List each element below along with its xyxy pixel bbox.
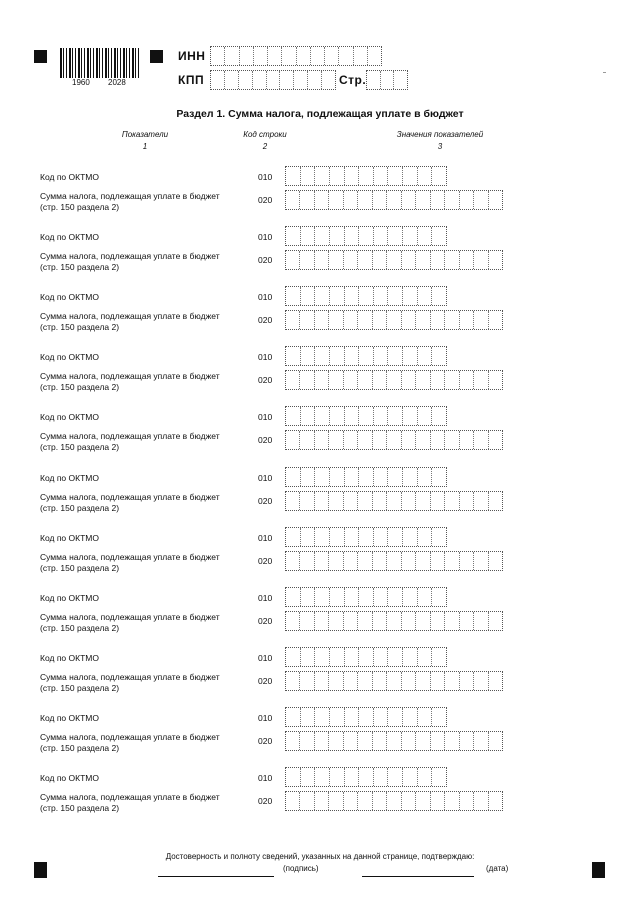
row-label-tax-sum-line1: Сумма налога, подлежащая уплате в бюджет: [40, 792, 220, 802]
oktmo-input[interactable]: [285, 166, 447, 186]
row-label-tax-sum-line1: Сумма налога, подлежащая уплате в бюджет: [40, 191, 220, 201]
oktmo-input[interactable]: [285, 226, 447, 246]
oktmo-input[interactable]: [285, 467, 447, 487]
row-label-tax-sum: [40, 492, 250, 514]
row-label-oktmo: Код по ОКТМО: [40, 292, 99, 302]
column-number-1: 1: [142, 142, 148, 151]
row-label-oktmo: Код по ОКТМО: [40, 473, 99, 483]
row-label-tax-sum: [40, 311, 250, 333]
row-label-tax-sum: [40, 672, 250, 694]
row-label-oktmo: Код по ОКТМО: [40, 232, 99, 242]
row-label-tax-sum-line2: (стр. 150 раздела 2): [40, 262, 120, 272]
row-label-tax-sum: [40, 612, 250, 634]
oktmo-input[interactable]: [285, 406, 447, 426]
row-label-tax-sum: [40, 371, 250, 393]
row-code-020: 020: [258, 616, 273, 626]
barcode-number-right: 2028: [108, 78, 126, 87]
page-number-field[interactable]: [366, 70, 408, 90]
row-code-020: 020: [258, 255, 273, 265]
row-label-tax-sum-line2: (стр. 150 раздела 2): [40, 803, 120, 813]
row-label-tax-sum-line1: Сумма налога, подлежащая уплате в бюджет: [40, 431, 220, 441]
section-title: Раздел 1. Сумма налога, подлежащая уплате в бюджет: [176, 108, 464, 120]
row-code-010: 010: [258, 773, 273, 783]
barcode: [60, 48, 140, 78]
corner-marker-bottom-left: [34, 862, 47, 878]
row-label-oktmo: Код по ОКТМО: [40, 352, 99, 362]
row-label-oktmo: Код по ОКТМО: [40, 653, 99, 663]
date-label: (дата): [486, 864, 509, 873]
row-code-020: 020: [258, 796, 273, 806]
barcode-number-left: 1960: [72, 78, 90, 87]
row-code-020: 020: [258, 676, 273, 686]
row-label-tax-sum-line2: (стр. 150 раздела 2): [40, 322, 120, 332]
row-code-010: 010: [258, 412, 273, 422]
oktmo-input[interactable]: [285, 767, 447, 787]
row-code-020: 020: [258, 195, 273, 205]
corner-marker-bottom-right: [592, 862, 605, 878]
row-label-oktmo: Код по ОКТМО: [40, 593, 99, 603]
row-code-020: 020: [258, 496, 273, 506]
row-label-oktmo: Код по ОКТМО: [40, 172, 99, 182]
row-code-010: 010: [258, 713, 273, 723]
tax-sum-input[interactable]: [285, 611, 503, 631]
row-label-oktmo: Код по ОКТМО: [40, 412, 99, 422]
row-label-tax-sum-line2: (стр. 150 раздела 2): [40, 623, 120, 633]
row-label-oktmo: Код по ОКТМО: [40, 533, 99, 543]
tax-sum-input[interactable]: [285, 551, 503, 571]
row-code-020: 020: [258, 375, 273, 385]
column-header-indicators: Показатели: [121, 130, 169, 139]
kpp-field[interactable]: [210, 70, 336, 90]
column-header-values: Значения показателей: [396, 130, 484, 139]
column-header-line-code: Код строки: [243, 130, 287, 139]
oktmo-input[interactable]: [285, 346, 447, 366]
row-code-010: 010: [258, 473, 273, 483]
row-code-010: 010: [258, 292, 273, 302]
row-label-tax-sum-line2: (стр. 150 раздела 2): [40, 202, 120, 212]
row-label-tax-sum: [40, 251, 250, 273]
row-label-tax-sum-line1: Сумма налога, подлежащая уплате в бюджет: [40, 371, 220, 381]
oktmo-input[interactable]: [285, 587, 447, 607]
oktmo-input[interactable]: [285, 527, 447, 547]
corner-marker-top-left: [34, 50, 47, 63]
tax-sum-input[interactable]: [285, 430, 503, 450]
corner-marker-top-middle: [150, 50, 163, 63]
kpp-label: КПП: [178, 73, 205, 87]
row-label-oktmo: Код по ОКТМО: [40, 773, 99, 783]
row-label-oktmo: Код по ОКТМО: [40, 713, 99, 723]
row-label-tax-sum: [40, 191, 250, 213]
row-label-tax-sum-line1: Сумма налога, подлежащая уплате в бюджет: [40, 251, 220, 261]
row-label-tax-sum-line1: Сумма налога, подлежащая уплате в бюджет: [40, 311, 220, 321]
signature-line[interactable]: [158, 876, 274, 877]
signature-label: (подпись): [283, 864, 319, 873]
row-label-tax-sum-line1: Сумма налога, подлежащая уплате в бюджет: [40, 492, 220, 502]
row-code-010: 010: [258, 533, 273, 543]
row-code-020: 020: [258, 736, 273, 746]
tax-sum-input[interactable]: [285, 190, 503, 210]
row-label-tax-sum: [40, 431, 250, 453]
oktmo-input[interactable]: [285, 707, 447, 727]
row-label-tax-sum: [40, 732, 250, 754]
row-label-tax-sum-line2: (стр. 150 раздела 2): [40, 382, 120, 392]
row-code-020: 020: [258, 556, 273, 566]
oktmo-input[interactable]: [285, 286, 447, 306]
column-number-3: 3: [437, 142, 443, 151]
row-code-010: 010: [258, 352, 273, 362]
row-code-010: 010: [258, 593, 273, 603]
row-code-020: 020: [258, 435, 273, 445]
inn-field[interactable]: [210, 46, 382, 66]
row-label-tax-sum-line2: (стр. 150 раздела 2): [40, 743, 120, 753]
inn-label: ИНН: [178, 49, 206, 63]
tax-sum-input[interactable]: [285, 671, 503, 691]
page-label: Стр.: [339, 73, 367, 87]
row-code-010: 010: [258, 653, 273, 663]
row-code-010: 010: [258, 172, 273, 182]
row-label-tax-sum-line1: Сумма налога, подлежащая уплате в бюджет: [40, 672, 220, 682]
tax-sum-input[interactable]: [285, 491, 503, 511]
column-number-2: 2: [262, 142, 268, 151]
row-label-tax-sum-line1: Сумма налога, подлежащая уплате в бюджет: [40, 732, 220, 742]
row-code-020: 020: [258, 315, 273, 325]
row-code-010: 010: [258, 232, 273, 242]
row-label-tax-sum-line1: Сумма налога, подлежащая уплате в бюджет: [40, 612, 220, 622]
tax-sum-input[interactable]: [285, 370, 503, 390]
tax-sum-input[interactable]: [285, 731, 503, 751]
scan-mark: [603, 72, 606, 73]
row-label-tax-sum-line2: (стр. 150 раздела 2): [40, 442, 120, 452]
tax-sum-input[interactable]: [285, 791, 503, 811]
oktmo-input[interactable]: [285, 647, 447, 667]
row-label-tax-sum-line2: (стр. 150 раздела 2): [40, 563, 120, 573]
tax-sum-input[interactable]: [285, 250, 503, 270]
row-label-tax-sum-line1: Сумма налога, подлежащая уплате в бюджет: [40, 552, 220, 562]
row-label-tax-sum-line2: (стр. 150 раздела 2): [40, 683, 120, 693]
tax-sum-input[interactable]: [285, 310, 503, 330]
row-label-tax-sum: [40, 552, 250, 574]
row-label-tax-sum-line2: (стр. 150 раздела 2): [40, 503, 120, 513]
row-label-tax-sum: [40, 792, 250, 814]
confirmation-text: Достоверность и полноту сведений, указанных на данной странице, подтверждаю:: [165, 852, 475, 861]
date-line[interactable]: [362, 876, 474, 877]
